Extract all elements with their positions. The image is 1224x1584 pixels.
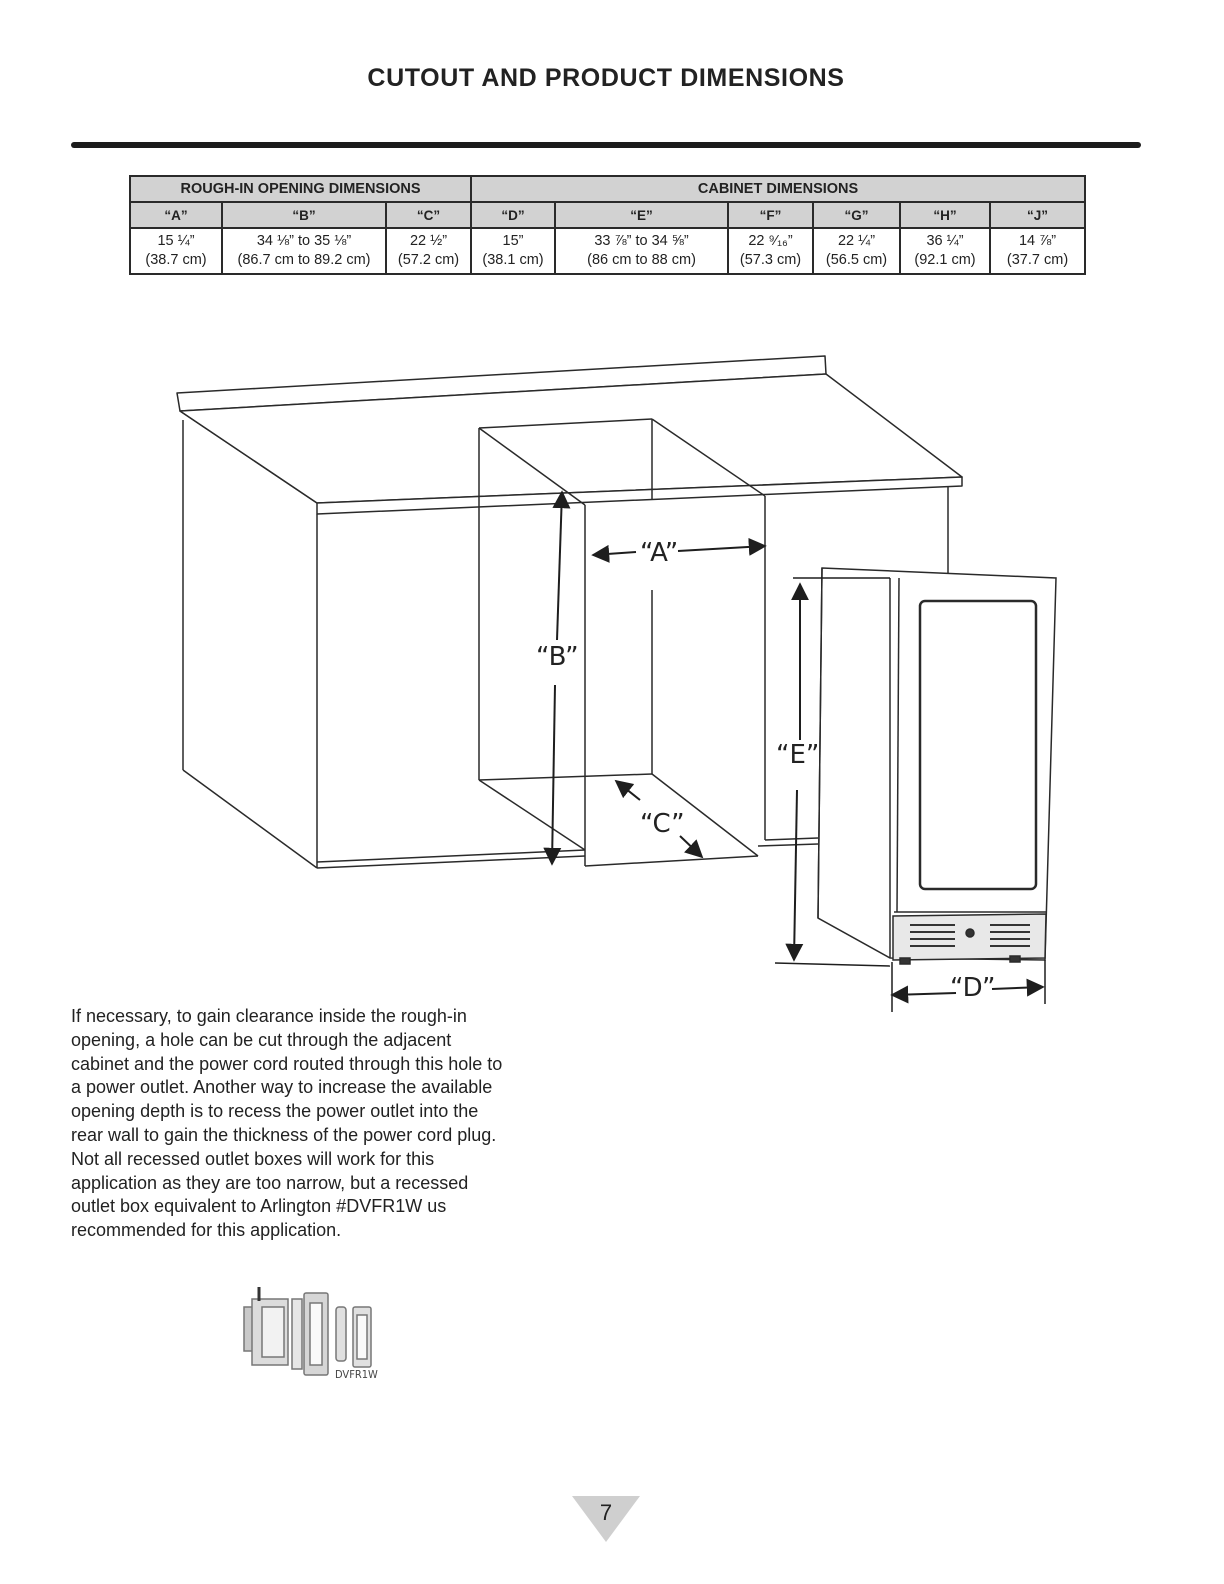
group-header-cabinet: CABINET DIMENSIONS: [471, 176, 1085, 202]
dimension-label-d: “D”: [950, 973, 996, 1003]
table-cell-d: 15” (38.1 cm): [471, 228, 555, 274]
cutout-diagram: [160, 340, 1080, 1030]
table-cell-c: 22 ½” (57.2 cm): [386, 228, 471, 274]
table-cell-b: 34 ⅛” to 35 ⅛” (86.7 cm to 89.2 cm): [222, 228, 386, 274]
page-number: 7: [599, 1500, 613, 1525]
title-divider: [71, 142, 1141, 148]
table-row: [130, 228, 1085, 274]
wine-cooler-drawing: [818, 568, 1056, 964]
table-cell-j: 14 ⅞” (37.7 cm): [990, 228, 1085, 274]
dimension-label-e: “E”: [776, 740, 820, 770]
column-header-h: “H”: [900, 202, 990, 228]
table-cell-e: 33 ⅞” to 34 ⅝” (86 cm to 88 cm): [555, 228, 728, 274]
column-header-b: “B”: [222, 202, 386, 228]
table-cell-h: 36 ¼” (92.1 cm): [900, 228, 990, 274]
group-header-rough-in: ROUGH-IN OPENING DIMENSIONS: [130, 176, 471, 202]
column-header-e: “E”: [555, 202, 728, 228]
outlet-box-icon: [244, 1287, 371, 1375]
column-header-c: “C”: [386, 202, 471, 228]
dimension-label-c: “C”: [640, 809, 685, 839]
lock-icon: [966, 929, 974, 937]
table-column-header-row: [130, 202, 1085, 228]
column-header-g: “G”: [813, 202, 900, 228]
outlet-box-image: [240, 1285, 390, 1385]
column-header-a: “A”: [130, 202, 222, 228]
dimensions-table: [129, 175, 1086, 275]
page-title: CUTOUT AND PRODUCT DIMENSIONS: [367, 64, 845, 92]
column-header-d: “D”: [471, 202, 555, 228]
table-cell-g: 22 ¼” (56.5 cm): [813, 228, 900, 274]
column-header-j: “J”: [990, 202, 1085, 228]
dimension-label-a: “A”: [640, 538, 679, 568]
clearance-paragraph: If necessary, to gain clearance inside the rough-in opening, a hole can be cut through the adjacent cabinet and the power cord routed through this hole to a power outlet. Another way to increase the available opening depth is to recess the power outlet into the rear wall to gain the thickness of the power cord plug. Not all recessed outlet boxes will work for this application as they are too narrow, but a recessed outlet box equivalent to Arlington #DVFR1W us recommended for this application.: [71, 1006, 503, 1241]
column-header-f: “F”: [728, 202, 813, 228]
table-cell-f: 22 ⁹⁄₁₆” (57.3 cm): [728, 228, 813, 274]
outlet-box-label: DVFR1W: [335, 1368, 378, 1381]
table-group-header-row: [130, 176, 1085, 202]
dimension-label-b: “B”: [536, 642, 579, 672]
table-cell-a: 15 ¼” (38.7 cm): [130, 228, 222, 274]
